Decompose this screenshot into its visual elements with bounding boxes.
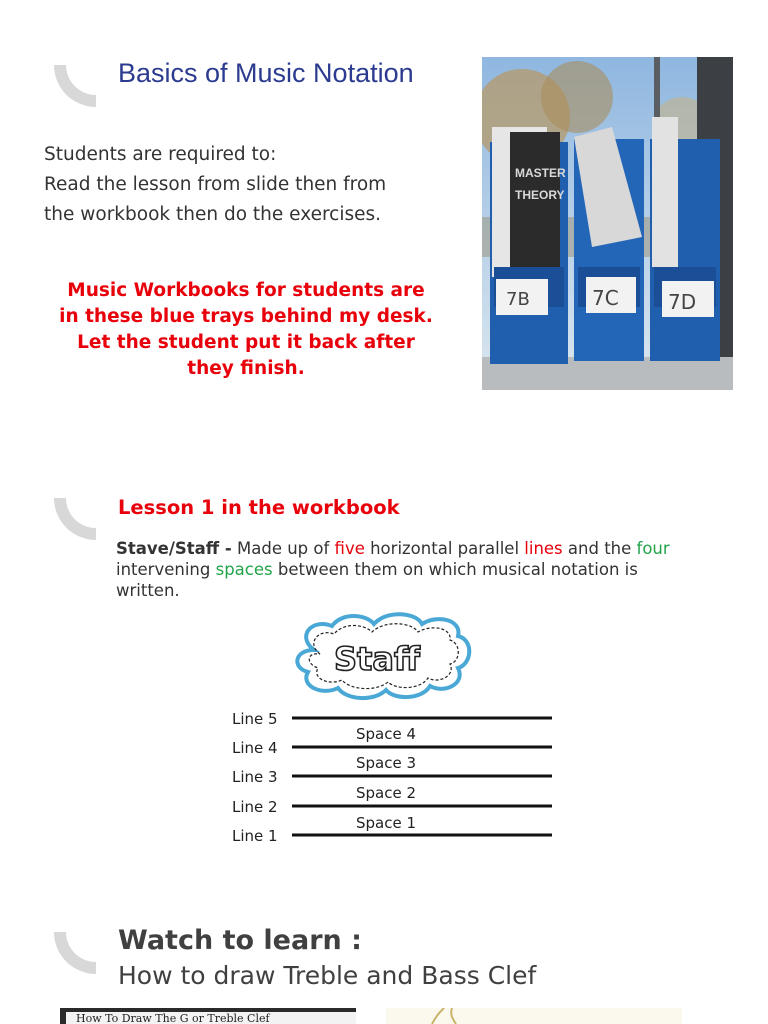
line-label: Line 1 — [232, 827, 278, 845]
staff-diagram — [226, 612, 560, 848]
note-line: Let the student put it back after — [77, 332, 415, 353]
line-label: Line 5 — [232, 710, 278, 728]
watch-subtitle: How to draw Treble and Bass Clef — [118, 961, 537, 990]
workbook-location-note — [22, 278, 470, 382]
highlight-five: five — [334, 539, 365, 558]
staff-badge-text: Staff — [334, 640, 420, 678]
tray-label: 7C — [592, 286, 619, 310]
slide-decoration-icon — [54, 498, 96, 540]
slide-decoration-icon — [54, 65, 96, 107]
space-label: Space 1 — [356, 814, 417, 832]
tray-label: 7B — [506, 289, 530, 310]
video-thumbnail-treble[interactable] — [60, 1008, 356, 1024]
tray-label: 7D — [668, 290, 697, 314]
note-line: in these blue trays behind my desk. — [59, 306, 433, 327]
highlight-spaces: spaces — [215, 560, 273, 579]
workbook-trays-photo — [482, 57, 733, 390]
highlight-lines: lines — [524, 539, 563, 558]
slide-decoration-icon — [54, 932, 96, 974]
definition-term: Stave/Staff - — [116, 539, 232, 558]
definition-text: intervening — [116, 560, 216, 579]
staff-definition — [116, 538, 676, 601]
definition-text: Made up of — [231, 539, 335, 558]
video-caption: How To Draw The G or Treble Clef — [66, 1012, 356, 1024]
intro-text — [44, 140, 464, 230]
definition-text: between them on which musical notation is written. — [116, 560, 638, 600]
book-title: THEORY — [515, 188, 565, 202]
space-label: Space 2 — [356, 784, 417, 802]
line-label: Line 3 — [232, 768, 278, 786]
lesson-title: Lesson 1 in the workbook — [118, 496, 400, 519]
video-thumbnail-bass[interactable] — [386, 1008, 682, 1024]
intro-line: Students are required to: — [44, 144, 277, 165]
note-line: they finish. — [187, 358, 305, 379]
note-line: Music Workbooks for students are — [67, 280, 425, 301]
definition-text: and the — [562, 539, 637, 558]
book-title: MASTER — [515, 166, 566, 180]
line-label: Line 2 — [232, 798, 278, 816]
slide-title: Basics of Music Notation — [118, 58, 414, 88]
line-label: Line 4 — [232, 739, 278, 757]
space-label: Space 3 — [356, 754, 417, 772]
space-label: Space 4 — [356, 725, 417, 743]
highlight-four: four — [636, 539, 670, 558]
intro-line: the workbook then do the exercises. — [44, 204, 382, 225]
definition-text: horizontal parallel — [364, 539, 525, 558]
intro-line: Read the lesson from slide then from — [44, 174, 387, 195]
watch-title: Watch to learn : — [118, 925, 362, 956]
